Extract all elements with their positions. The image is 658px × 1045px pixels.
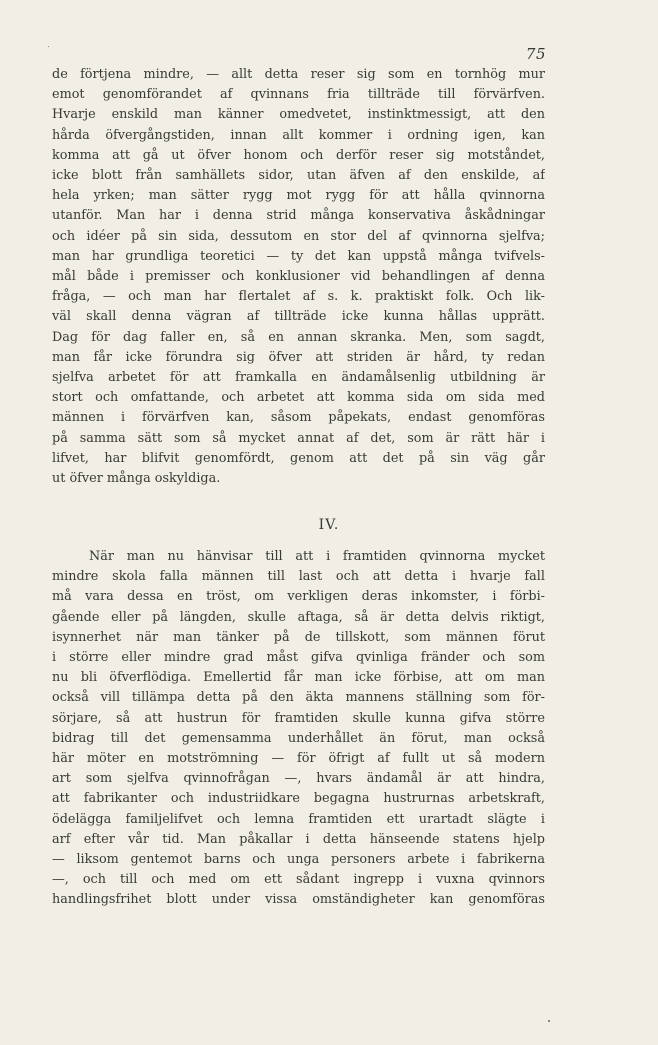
text-line: art som sjelfva qvinnofrågan —, hvars ändamål är att hindra, — [52, 771, 545, 787]
text-line: och idéer på sin sida, dessutom en stor del af qvinnorna sjelfva; — [52, 228, 545, 244]
text-line: Dag för dag faller en, så en annan skranka. Men, som sagdt, — [52, 329, 545, 345]
paper-speck — [548, 1020, 550, 1022]
text-line: nu bli öfverflödiga. Emellertid får man icke förbise, att om man — [52, 670, 545, 686]
text-line: här möter en motströmning — för öfrigt af fullt ut så modern — [52, 751, 545, 767]
section-heading: IV. — [318, 517, 340, 533]
text-line: lifvet, har blifvit genomfördt, genom att det på sin väg går — [52, 450, 545, 466]
paper-speck — [48, 46, 49, 47]
text-line: —, och till och med om ett sådant ingrepp i vuxna qvinnors — [52, 872, 545, 888]
text-line: stort och omfattande, och arbetet att komma sida om sida med — [52, 390, 545, 406]
text-line: mindre skola falla männen till last och att detta i hvarje fall — [52, 569, 545, 585]
paragraph-1 — [52, 65, 545, 489]
text-line: hela yrken; man sätter rygg mot rygg för att hålla qvinnorna — [52, 188, 545, 204]
text-line: emot genomförandet af qvinnans fria tillträde till förvärfven. — [52, 87, 545, 103]
text-line: sörjare, så att hustrun för framtiden skulle kunna gifva större — [52, 710, 545, 726]
text-line: att fabrikanter och industriidkare begagna hustrurnas arbetskraft, — [52, 791, 545, 807]
text-line: männen i förvärfven kan, såsom påpekats, endast genomföras — [52, 410, 545, 426]
text-line: sjelfva arbetet för att framkalla en ändamålsenlig utbildning är — [52, 370, 545, 386]
text-line: på samma sätt som så mycket annat af det, som är rätt här i — [52, 430, 545, 446]
text-line: — liksom gentemot barns och unga personers arbete i fabrikerna — [52, 852, 545, 868]
text-line: man har grundliga teoretici — ty det kan uppstå många tvifvels- — [52, 248, 545, 264]
text-line: utanför. Man har i denna strid många konservativa åskådningar — [52, 208, 545, 224]
text-line: När man nu hänvisar till att i framtiden qvinnorna mycket — [89, 549, 545, 564]
text-line: väl skall denna vägran af tillträde icke kunna hållas upprätt. — [52, 309, 545, 325]
text-line: man får icke förundra sig öfver att striden är hård, ty redan — [52, 349, 545, 365]
paragraph-2 — [52, 547, 545, 911]
text-line: ödelägga familjelifvet och lemna framtiden ett urartadt slägte i — [52, 811, 545, 827]
text-line: må vara dessa en tröst, om verkligen deras inkomster, i förbi- — [52, 589, 545, 605]
text-line: mål både i premisser och konklusioner vid behandlingen af denna — [52, 269, 545, 285]
text-line: i större eller mindre grad måst gifva qvinliga fränder och som — [52, 650, 545, 666]
text-line: Hvarje enskild man känner omedvetet, instinktmessigt, att den — [52, 107, 545, 123]
text-line: de förtjena mindre, — allt detta reser sig som en tornhög mur — [52, 67, 545, 82]
text-line: bidrag till det gemensamma underhållet än förut, man också — [52, 730, 545, 746]
text-line: komma att gå ut öfver honom och derför reser sig motståndet, — [52, 147, 545, 163]
text-line: gående eller på längden, skulle aftaga, så är detta delvis riktigt, — [52, 609, 545, 625]
text-line: isynnerhet när man tänker på de tillskott, som männen förut — [52, 629, 545, 645]
text-line: också vill tillämpa detta på den äkta mannens ställning som för- — [52, 690, 545, 706]
text-line: handlingsfrihet blott under vissa omständigheter kan genomföras — [52, 892, 545, 908]
text-line: ut öfver många oskyldiga. — [52, 471, 221, 487]
text-line: arf efter vår tid. Man påkallar i detta hänseende statens hjelp — [52, 831, 545, 847]
text-line: hårda öfvergångstiden, innan allt kommer i ordning igen, kan — [52, 127, 545, 143]
text-line: fråga, — och man har flertalet af s. k. praktiskt folk. Och lik- — [52, 289, 545, 305]
text-line: icke blott från samhällets sidor, utan äfven af den enskilde, af — [52, 168, 545, 184]
page-number: 75 — [525, 45, 546, 63]
